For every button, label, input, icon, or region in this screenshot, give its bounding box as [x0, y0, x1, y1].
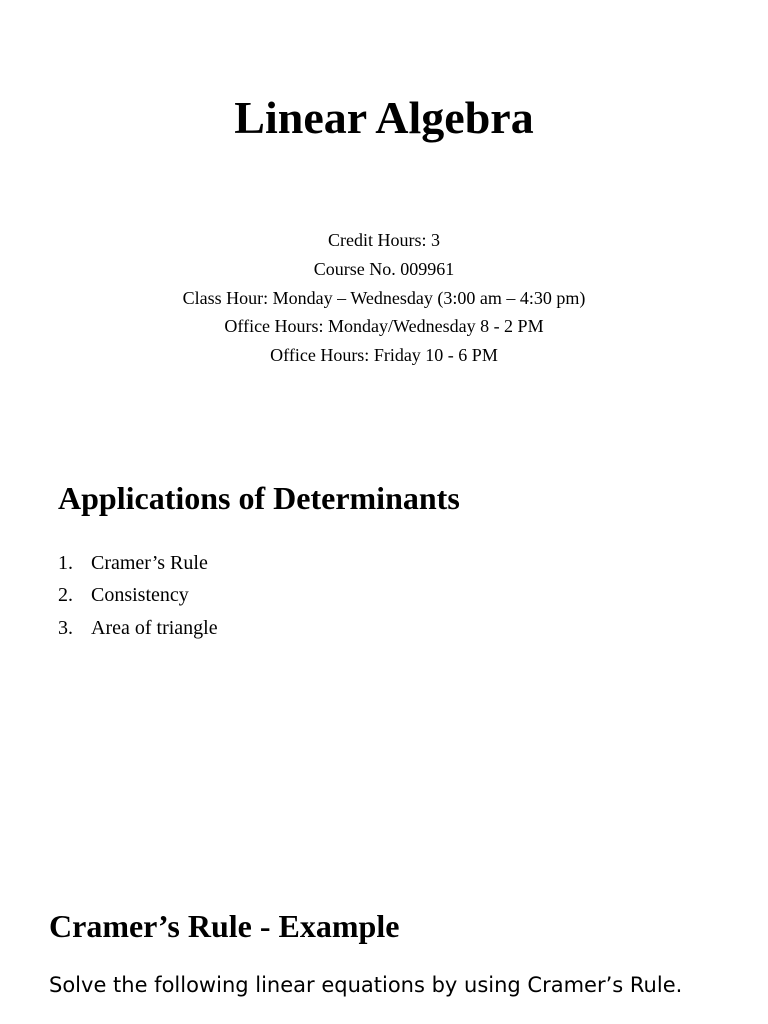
list-item-label: Area of triangle — [91, 616, 218, 639]
cramer-example-text: Solve the following linear equations by using Cramer’s Rule. — [49, 973, 683, 997]
list-item-number: 3. — [58, 616, 73, 639]
credit-hours: Credit Hours: 3 — [328, 230, 440, 250]
cramer-example-heading: Cramer’s Rule - Example — [49, 908, 400, 944]
list-item-label: Cramer’s Rule — [91, 552, 208, 574]
list-item-number: 2. — [58, 584, 73, 607]
list-item — [58, 547, 218, 579]
list-item-label: Consistency — [91, 584, 189, 607]
list-item-number: 1. — [58, 552, 73, 574]
page-title: Linear Algebra — [234, 92, 534, 143]
applications-list — [58, 547, 218, 644]
list-item — [58, 579, 218, 611]
office-hours-friday: Office Hours: Friday 10 - 6 PM — [270, 345, 498, 366]
applications-heading: Applications of Determinants — [58, 480, 460, 516]
list-item — [58, 612, 218, 644]
class-hour: Class Hour: Monday – Wednesday (3:00 am – 4:30 pm) — [182, 287, 586, 308]
office-hours-weekday: Office Hours: Monday/Wednesday 8 - 2 PM — [224, 316, 544, 337]
course-info — [0, 226, 768, 370]
course-number: Course No. 009961 — [313, 258, 455, 279]
